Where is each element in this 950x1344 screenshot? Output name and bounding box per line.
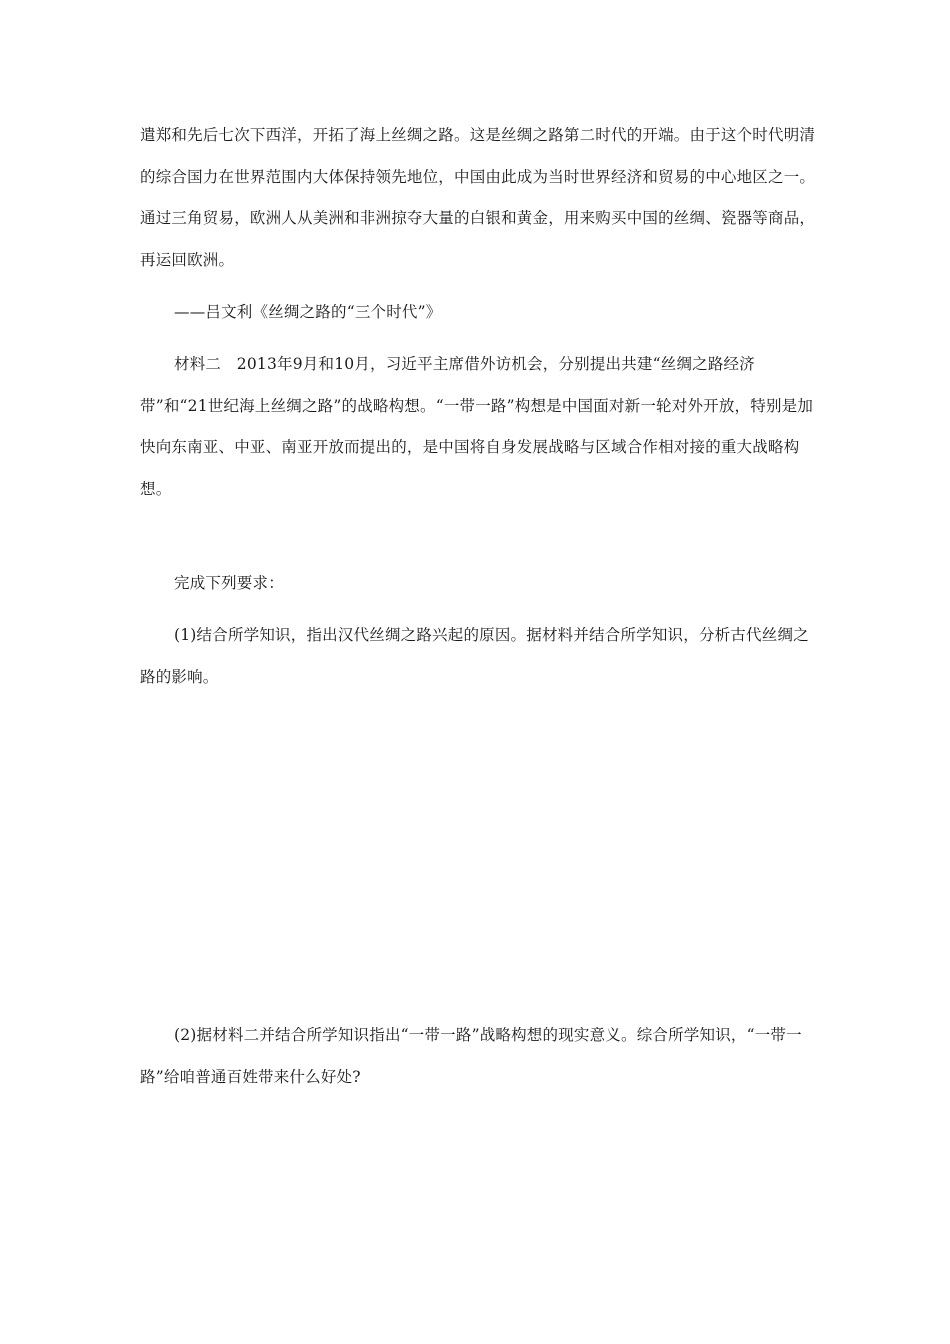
material2-paragraph: 材料二 2013年9月和10月，习近平主席借外访机会，分别提出共建“丝绸之路经济带”和“21世纪海上丝绸之路”的战略构想。“一带一路”构想是中国面对新一轮对外开放，特别是加快向东南亚、中亚、南亚开放而提出的，是中国将自身发展战略与区域合作相对接的重大战略构想。: [140, 355, 814, 498]
instruction-text: 完成下列要求：: [174, 574, 284, 592]
question-1: (1)结合所学知识，指出汉代丝绸之路兴起的原因。据材料并结合所学知识，分析古代丝绸之路的影响。: [140, 626, 809, 686]
material1-continuation-paragraph: 遣郑和先后七次下西洋，开拓了海上丝绸之路。这是丝绸之路第二时代的开端。由于这个时代明清的综合国力在世界范围内大体保持领先地位，中国由此成为当时世界经济和贸易的中心地区之一。通过三角贸易，欧洲人从美洲和非洲掠夺大量的白银和黄金，用来购买中国的丝绸、瓷器等商品，再运回欧洲。: [140, 126, 816, 269]
question-2: (2)据材料二并结合所学知识指出“一带一路”战略构想的现实意义。综合所学知识，“一带一路”给咱普通百姓带来什么好处?: [140, 1026, 802, 1086]
material1-source-citation: ——吕文利《丝绸之路的“三个时代”》: [174, 303, 442, 321]
